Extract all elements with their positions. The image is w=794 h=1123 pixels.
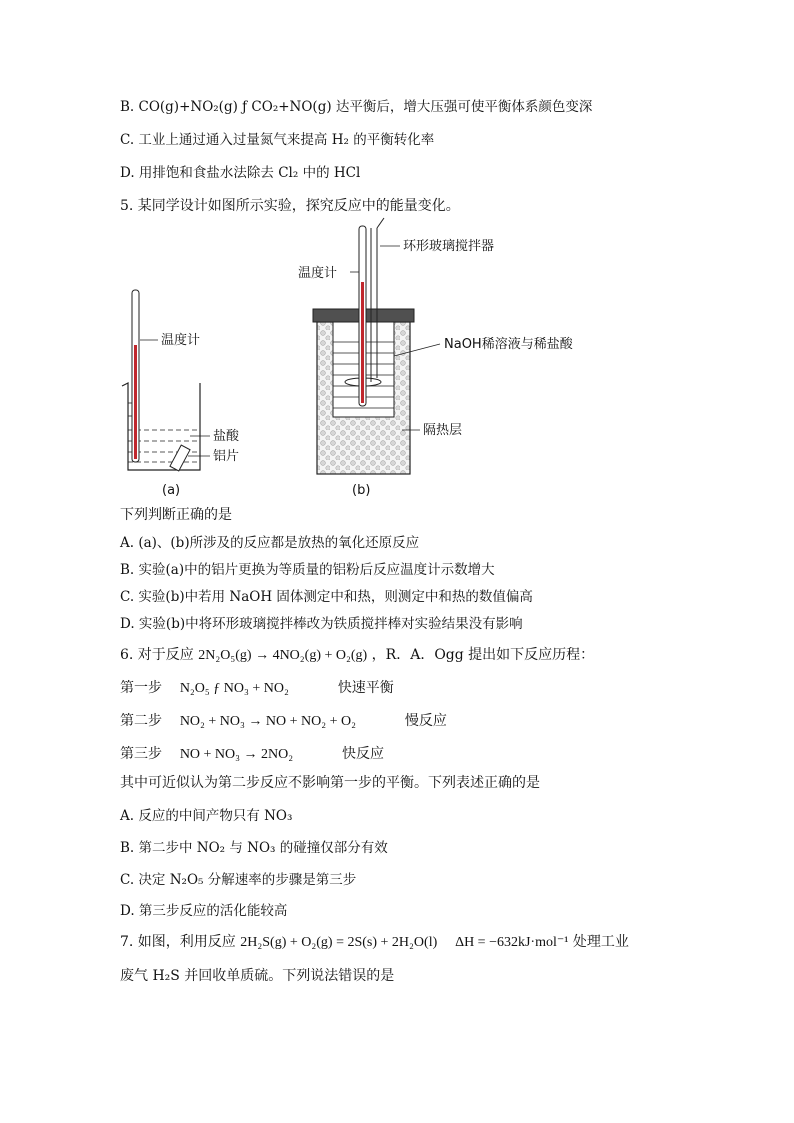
apparatus-b [298, 218, 574, 498]
q7-suffix: 处理工业 [572, 934, 629, 950]
q7-prefix: 7. 如图，利用反应 [120, 934, 236, 950]
q6-note: 其中可近似认为第二步反应不影响第一步的平衡。下列表述正确的是 [120, 775, 540, 791]
q6-option-d: D. 第三步反应的活化能较高 [120, 903, 288, 919]
q5-option-d: D. 实验(b)中将环形玻璃搅拌棒改为铁质搅拌棒对实验结果没有影响 [120, 616, 523, 632]
q5-option-b: B. 实验(a)中的铝片更换为等质量的铝粉后反应温度计示数增大 [120, 562, 495, 578]
q5-ask: 下列判断正确的是 [120, 507, 232, 523]
q5-option-a: A. (a)、(b)所涉及的反应都是放热的氧化还原反应 [120, 535, 420, 551]
step2-equation: NO₂ + NO₃ → NO + NO₂ + O₂ [179, 714, 357, 729]
q4-option-c: C. 工业上通过通入过量氮气来提高 H₂ 的平衡转化率 [120, 132, 435, 148]
q7-line1 [120, 932, 629, 953]
step3-label: 第三步 [120, 746, 162, 762]
q6-stem-prefix: 6. 对于反应 [120, 647, 194, 663]
label-thermometer-b: 温度计 [298, 266, 338, 281]
q6-step3 [120, 744, 384, 765]
step3-note: 快反应 [342, 746, 385, 762]
q4-option-b: B. CO(g)+NO₂(g) ƒ CO₂+NO(g) 达平衡后，增大压强可使平衡体系颜色变深 [120, 99, 593, 115]
q7-line2: 废气 H₂S 并回收单质硫。下列说法错误的是 [120, 968, 395, 984]
label-stirrer: 环形玻璃搅拌器 [403, 239, 495, 254]
caption-a: (a) [162, 483, 181, 498]
q4-option-d: D. 用排饱和食盐水法除去 Cl₂ 中的 HCl [120, 165, 361, 181]
q6-option-a: A. 反应的中间产物只有 NO₃ [120, 808, 293, 824]
label-solutions: NaOH稀溶液与稀盐酸 [444, 337, 573, 352]
aluminium-piece [170, 445, 190, 471]
q6-stem [120, 645, 594, 666]
q6-overall-reaction: 2N₂O₅(g) → 4NO₂(g) + O₂(g) [198, 648, 368, 663]
q5-apparatus-figure [0, 0, 794, 520]
q7-reaction: 2H₂S(g) + O₂(g) = 2S(s) + 2H₂O(l) [240, 935, 438, 950]
step3-equation: NO + NO₃ → 2NO₂ [179, 747, 294, 762]
q6-option-b: B. 第二步中 NO₂ 与 NO₃ 的碰撞仅部分有效 [120, 840, 388, 856]
apparatus-a [122, 290, 240, 498]
q5-option-c: C. 实验(b)中若用 NaOH 固体测定中和热，则测定中和热的数值偏高 [120, 589, 533, 605]
caption-b: (b) [352, 483, 371, 498]
q6-step2 [120, 711, 447, 732]
step2-note: 慢反应 [404, 713, 447, 729]
q6-step1 [120, 678, 394, 699]
q7-enthalpy: ΔH = −632kJ·mol⁻¹ [455, 935, 569, 950]
step1-equation: N₂O₅ ƒ NO₃ + NO₂ [179, 681, 289, 696]
step2-label: 第二步 [120, 713, 162, 729]
label-aluminium: 铝片 [213, 449, 240, 464]
q5-stem: 5. 某同学设计如图所示实验，探究反应中的能量变化。 [120, 198, 460, 214]
step1-label: 第一步 [120, 680, 162, 696]
label-hydrochloric-acid: 盐酸 [213, 429, 240, 444]
label-insulation: 隔热层 [423, 423, 463, 438]
q6-option-c: C. 决定 N₂O₅ 分解速率的步骤是第三步 [120, 872, 357, 888]
label-thermometer-a: 温度计 [161, 333, 201, 348]
q6-stem-suffix: ，R．A．Ogg 提出如下反应历程： [371, 647, 595, 663]
step1-note: 快速平衡 [337, 680, 394, 696]
